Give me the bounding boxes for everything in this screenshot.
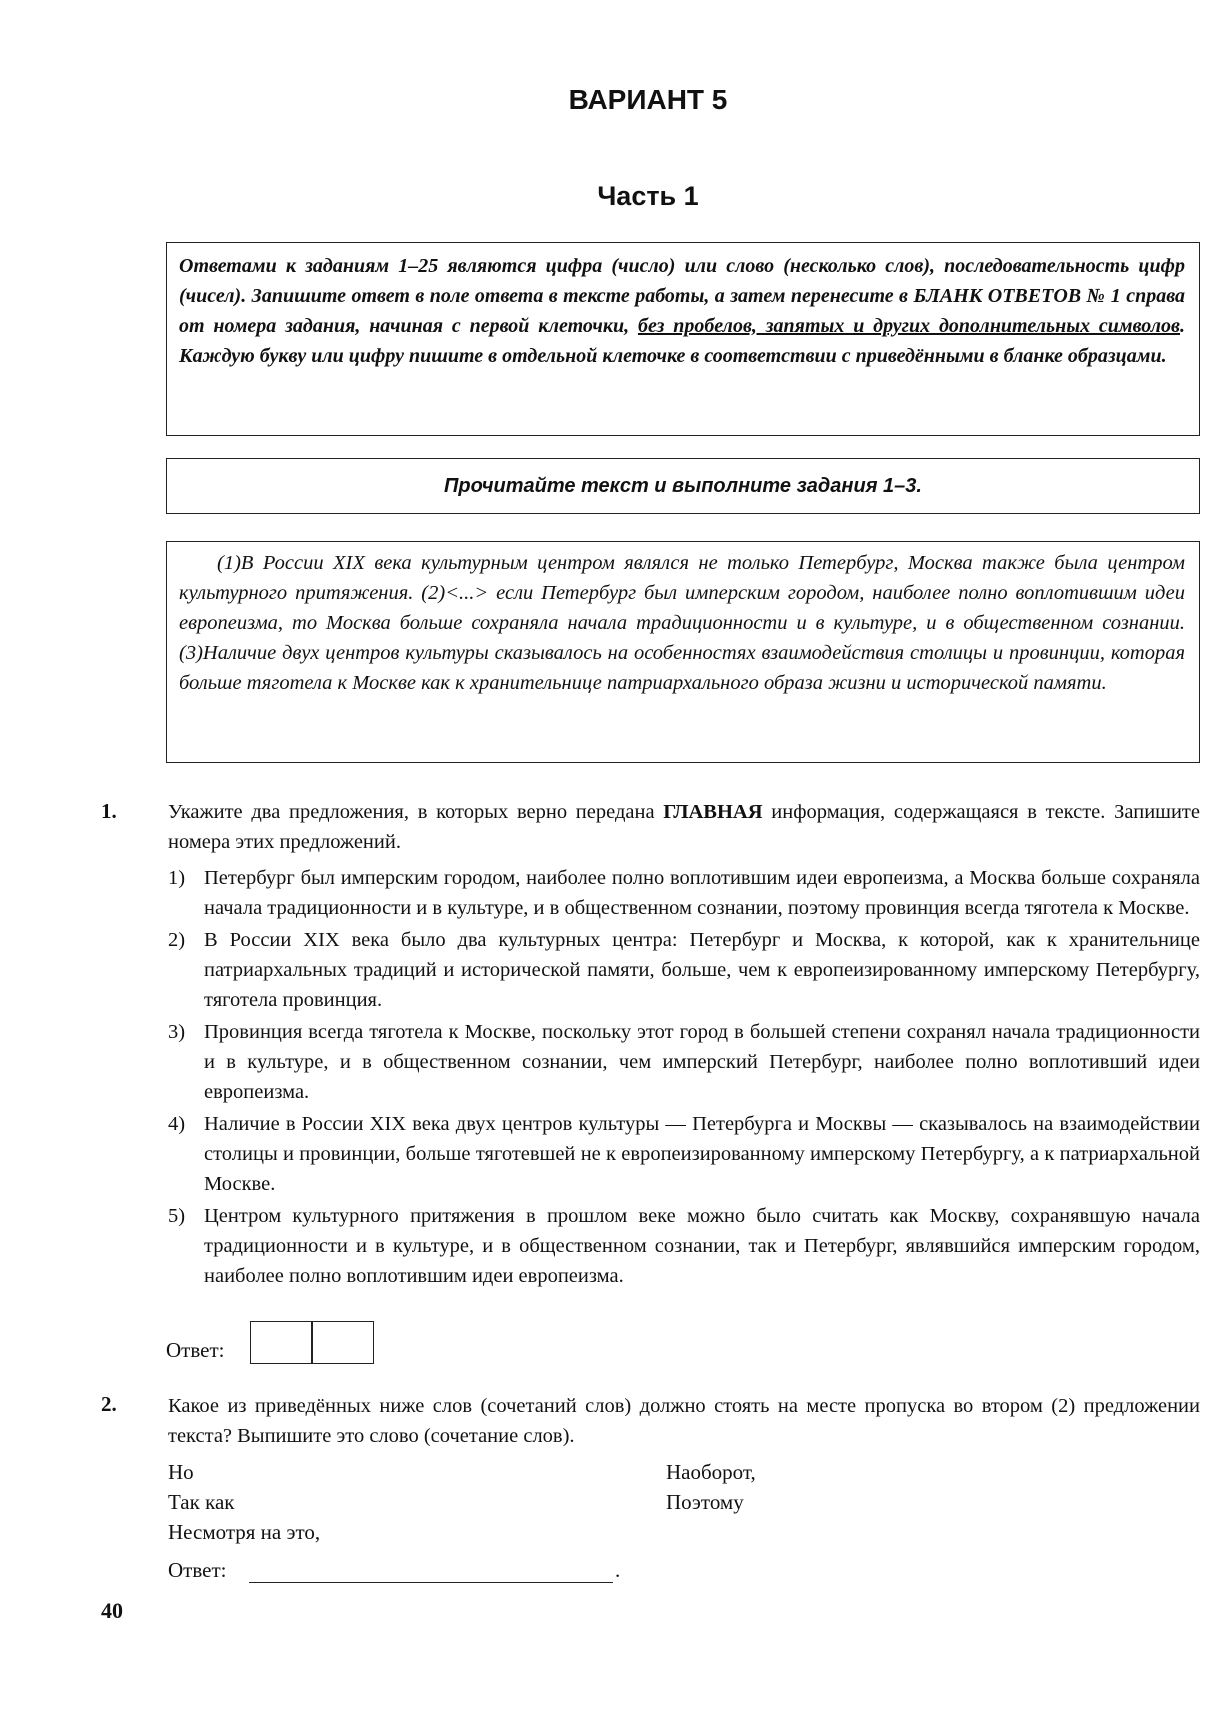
q1-text (168, 797, 1200, 857)
q2-word-left: Но (168, 1460, 194, 1484)
option-item (168, 925, 1200, 1015)
source-text: (1)В России XIX века культурным центром являлся не только Петербург, Москва также была центром культурного притяжения. (2)<...> если Петербург был имперским городом, наиболее полно воплотившим идеи европеизма, то Москва больше сохраняла начала традиционности и в культуре, и в общественном сознании. (3)Наличие двух центров культуры сказывалось на особенностях взаимодействия столицы и провинции, которая больше тяготела к Москве как к хранительнице патриархального образа жизни и исторической памяти. (179, 552, 1185, 694)
option-text: Центром культурного притяжения в прошлом веке можно было считать как Москву, сохранявшую начала традиционности и в культуре, и в общественном сознании, так и Петербург, являвшийся имперским городом, наиболее полно воплотившим идеи европеизма. (204, 1205, 1200, 1287)
option-item (168, 863, 1200, 923)
option-item (168, 1201, 1200, 1291)
option-item (168, 1017, 1200, 1107)
option-text: В России XIX века было два культурных центра: Петербург и Москва, к которой, как к хранительнице патриархальных традиций и исторической памяти, больше, чем к европеизированному имперскому Петербургу, тяготела провинция. (204, 929, 1200, 1011)
option-text: Наличие в России XIX века двух центров культуры — Петербурга и Москвы — сказывалось на взаимодействии столицы и провинции, больше тяготевшей не к европеизированному имперскому Петербургу, а к патриархальной Москве. (204, 1113, 1200, 1195)
q2-word-right: Наоборот, (666, 1460, 756, 1484)
q2-answer-end: . (615, 1558, 621, 1582)
variant-title: ВАРИАНТ 5 (568, 84, 728, 115)
part-title: Часть 1 (597, 181, 699, 211)
q2-word-right: Поэтому (666, 1490, 744, 1514)
q2-word-left: Несмотря на это, (168, 1520, 321, 1544)
q1-answer-cell-1[interactable] (250, 1321, 313, 1364)
q1-text-after: информация, содержащаяся в тексте. Запишите номера этих предложений. (168, 801, 1200, 853)
read-instruction: Прочитайте текст и выполните задания 1–3. (444, 474, 922, 497)
q2-answer-line[interactable] (249, 1581, 613, 1583)
option-text: Провинция всегда тяготела к Москве, поскольку этот город в большей степени сохранял начала традиционности и в культуре, и в общественном сознании, чем имперский Петербург, наиболее полно воплотивший идеи европеизма. (204, 1021, 1200, 1103)
q1-answer-label: Ответ: (166, 1338, 225, 1362)
option-item (168, 1109, 1200, 1199)
q1-text-before: Укажите два предложения, в которых верно передана (168, 801, 664, 823)
q1-answer-cell-2[interactable] (311, 1321, 374, 1364)
q1-text-bold: ГЛАВНАЯ (663, 801, 763, 823)
q2-word-left: Так как (168, 1490, 235, 1514)
q2-number: 2. (101, 1392, 117, 1416)
option-number: 1) (168, 867, 186, 889)
option-number: 4) (168, 1113, 186, 1135)
option-number: 2) (168, 929, 186, 951)
instructions-main: Ответами к заданиям 1–25 являются цифра (число) или слово (несколько слов), последовательность цифр (чисел). Запишите ответ в поле ответа в тексте работы, а затем перенесите в БЛАНК ОТВЕТОВ № 1 справа от номера задания, начиная с первой клеточки, (179, 255, 1185, 337)
instructions-tail: . Каждую букву или цифру пишите в отдельной клеточке в соответствии с приведёнными в бланке образцами. (179, 315, 1185, 367)
source-text-box (166, 541, 1200, 763)
q2-answer-label: Ответ: (168, 1558, 227, 1582)
option-text: Петербург был имперским городом, наиболее полно воплотившим идеи европеизма, а Москва больше сохраняла начала традиционности и в культуре, и в общественном сознании, поэтому провинция всегда тяготела к Москве. (204, 867, 1200, 919)
option-number: 5) (168, 1205, 186, 1227)
instructions-box (166, 242, 1200, 436)
q1-options (168, 863, 1200, 1291)
option-number: 3) (168, 1021, 186, 1043)
read-instruction-box (166, 458, 1200, 514)
page-number: 40 (101, 1598, 123, 1623)
q1-number: 1. (101, 799, 117, 823)
q2-text: Какое из приведённых ниже слов (сочетаний слов) должно стоять на месте пропуска во втором (2) предложении текста? Выпишите это слово (сочетание слов). (168, 1395, 1200, 1447)
instructions-underlined: без пробелов, запятых и других дополнительных символов (637, 315, 1180, 337)
